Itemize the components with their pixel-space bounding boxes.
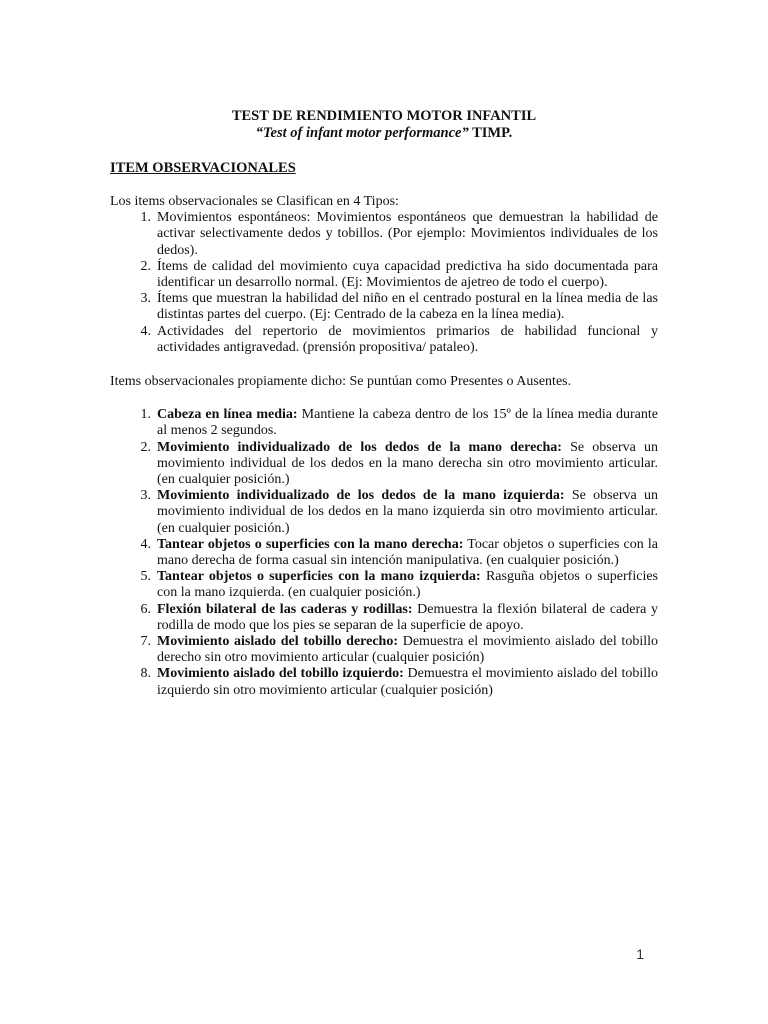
item-title: Movimiento aislado del tobillo derecho: bbox=[157, 634, 399, 650]
list-item-number: 6. bbox=[140, 601, 151, 617]
item-title: Flexión bilateral de las caderas y rodillas: bbox=[157, 601, 413, 617]
item-title: Movimiento aislado del tobillo izquierdo: bbox=[157, 666, 404, 682]
item-description: Demuestra el movimiento aislado del tobillo derecho sin otro movimiento articular (cualquier posición) bbox=[157, 634, 658, 666]
item-title: Cabeza en línea media: bbox=[157, 407, 298, 423]
subtitle-english-name: “Test of infant motor performance” bbox=[255, 125, 469, 141]
item-description: Se observa un movimiento individual de los dedos en la mano derecha sin otro movimiento articular. (en cualquier posición.) bbox=[157, 439, 658, 488]
subtitle-acronym: TIMP. bbox=[468, 125, 513, 141]
list-item-number: 3. bbox=[140, 488, 151, 504]
item-description: Tocar objetos o superficies con la mano derecha de forma casual sin intención manipulativa. (en cualquier posición.) bbox=[157, 536, 659, 569]
list-item bbox=[110, 537, 658, 569]
list-item-number: 5. bbox=[140, 569, 151, 585]
document-title: TEST DE RENDIMIENTO MOTOR INFANTIL bbox=[231, 108, 537, 124]
list-item-text: Movimientos espontáneos: Movimientos espontáneos que demuestran la habilidad de activar selectivamente dedos y tobillos. (Por ejemplo: Movimientos individuales de los dedos). bbox=[157, 210, 658, 258]
item-title: Movimiento individualizado de los dedos de la mano izquierda: bbox=[157, 488, 565, 504]
list-item-number: 4. bbox=[140, 536, 151, 552]
list-item-number: 4. bbox=[140, 323, 151, 339]
item-title: Tantear objetos o superficies con la mano derecha: bbox=[157, 536, 464, 552]
list-item-text: Actividades del repertorio de movimientos primarios de habilidad funcional y actividades antigravedad. (prensión propositiva/ pataleo). bbox=[157, 323, 658, 355]
list-item-number: 2. bbox=[140, 439, 151, 455]
list-item-text: Ítems de calidad del movimiento cuya capacidad predictiva ha sido documentada para identificar un desarrollo normal. (Ej: Movimientos de ajetreo de todo el cuerpo). bbox=[157, 258, 658, 291]
document-subtitle bbox=[110, 125, 658, 142]
list-item bbox=[110, 291, 658, 323]
item-description: Se observa un movimiento individual de los dedos en la mano izquierda sin otro movimiento articular. (en cualquier posición.) bbox=[157, 488, 659, 536]
list-item-number: 3. bbox=[140, 291, 151, 307]
items-list bbox=[110, 407, 658, 699]
item-description: Demuestra el movimiento aislado del tobillo izquierdo sin otro movimiento articular (cualquier posición) bbox=[157, 666, 658, 698]
list-item bbox=[110, 666, 658, 698]
section-heading: ITEM OBSERVACIONALES bbox=[110, 160, 296, 176]
item-description: Demuestra la flexión bilateral de cadera y rodilla de modo que los pies se separan de la superficie de apoyo. bbox=[157, 601, 658, 633]
types-list bbox=[110, 210, 658, 356]
list-item bbox=[110, 488, 658, 537]
item-description: Rasguña objetos o superficies con la mano izquierda. (en cualquier posición.) bbox=[157, 569, 658, 601]
list-item-number: 1. bbox=[140, 407, 151, 423]
list-item-text: Ítems que muestran la habilidad del niño en el centrado postural en la línea media de las distintas partes del cuerpo. (Ej: Centrado de la cabeza en la línea media). bbox=[157, 291, 658, 323]
list-item bbox=[110, 210, 658, 259]
list-item bbox=[110, 259, 658, 291]
list-item bbox=[110, 634, 658, 666]
list-item bbox=[110, 324, 658, 356]
list-item bbox=[110, 440, 658, 489]
list-item-number: 8. bbox=[140, 666, 151, 682]
list-item bbox=[110, 407, 658, 439]
document-body bbox=[110, 108, 658, 699]
scoring-statement: Items observacionales propiamente dicho: Se puntúan como Presentes o Ausentes. bbox=[110, 374, 572, 390]
list-item-number: 7. bbox=[140, 634, 151, 650]
list-item-number: 2. bbox=[140, 258, 151, 274]
item-title: Tantear objetos o superficies con la mano izquierda: bbox=[157, 569, 481, 585]
list-item bbox=[110, 569, 658, 601]
item-title: Movimiento individualizado de los dedos de la mano derecha: bbox=[157, 439, 562, 455]
item-description: Mantiene la cabeza dentro de los 15º de la línea media durante al menos 2 segundos. bbox=[157, 407, 658, 439]
list-item-number: 1. bbox=[140, 210, 151, 226]
intro-paragraph: Los items observacionales se Clasifican en 4 Tipos: bbox=[110, 194, 399, 209]
page-number: 1 bbox=[636, 946, 644, 962]
list-item bbox=[110, 602, 658, 634]
